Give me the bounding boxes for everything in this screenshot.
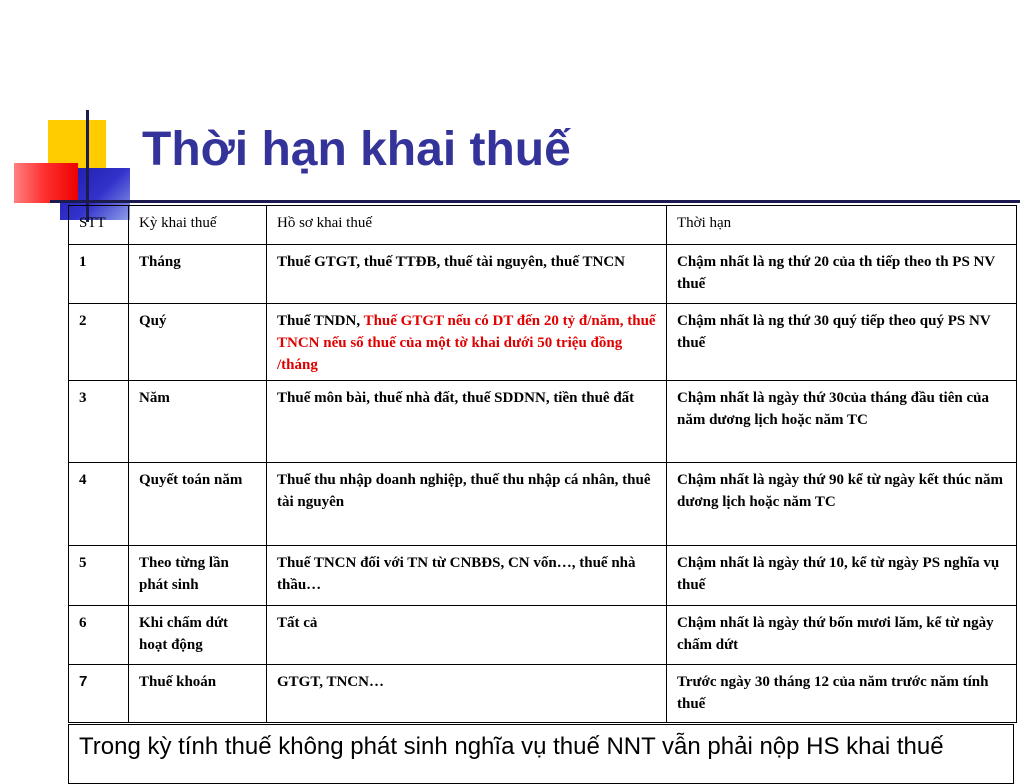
header-dossier: Hồ sơ khai thuế — [267, 206, 667, 245]
header-stt: STT — [69, 206, 129, 245]
table-row — [69, 606, 1017, 665]
table-row — [69, 546, 1017, 606]
row-dossier-text: Thuế TNDN, — [277, 313, 364, 329]
footnote-text: Trong kỳ tính thuế không phát sinh nghĩa vụ thuế NNT vẫn phải nộp HS khai thuế — [68, 724, 1014, 784]
table-row — [69, 665, 1017, 723]
row-dossier — [267, 304, 667, 381]
row-stt: 4 — [69, 463, 129, 546]
header-deadline: Thời hạn — [667, 206, 1017, 245]
header-period: Kỳ khai thuế — [129, 206, 267, 245]
table-row — [69, 463, 1017, 546]
table-row — [69, 245, 1017, 304]
row-stt: 1 — [69, 245, 129, 304]
slide-title: Thời hạn khai thuế — [142, 123, 571, 176]
tax-deadline-table — [68, 205, 1017, 723]
row-period: Tháng — [129, 245, 267, 304]
row-dossier: Thuế môn bài, thuế nhà đất, thuế SDDNN, tiền thuê đất — [267, 381, 667, 463]
row-stt: 2 — [69, 304, 129, 381]
row-stt: 6 — [69, 606, 129, 665]
row-dossier: Tất cả — [267, 606, 667, 665]
row-stt: 7 — [69, 665, 129, 723]
decor-horizontal-line — [50, 200, 1020, 203]
row-period: Thuế khoán — [129, 665, 267, 723]
row-dossier-highlight: Thuế GTGT nếu có DT đến 20 tỷ đ/năm, thuế TNCN nếu số thuế của một tờ khai dưới 50 triệu đồng /tháng — [277, 313, 656, 373]
row-period: Quý — [129, 304, 267, 381]
row-deadline: Chậm nhất là ngày thứ bốn mươi lăm, kể từ ngày chấm dứt — [667, 606, 1017, 665]
row-period: Quyết toán năm — [129, 463, 267, 546]
row-deadline: Trước ngày 30 tháng 12 của năm trước năm tính thuế — [667, 665, 1017, 723]
row-period: Theo từng lần phát sinh — [129, 546, 267, 606]
row-period: Năm — [129, 381, 267, 463]
row-deadline: Chậm nhất là ngày thứ 30của tháng đầu tiên của năm dương lịch hoặc năm TC — [667, 381, 1017, 463]
row-deadline: Chậm nhất là ngày thứ 90 kể từ ngày kết thúc năm dương lịch hoặc năm TC — [667, 463, 1017, 546]
row-stt: 3 — [69, 381, 129, 463]
row-dossier: Thuế GTGT, thuế TTĐB, thuế tài nguyên, thuế TNCN — [267, 245, 667, 304]
table-row — [69, 304, 1017, 381]
row-deadline: Chậm nhất là ngày thứ 10, kể từ ngày PS nghĩa vụ thuế — [667, 546, 1017, 606]
row-deadline: Chậm nhất là ng thứ 20 của th tiếp theo th PS NV thuế — [667, 245, 1017, 304]
row-dossier: GTGT, TNCN… — [267, 665, 667, 723]
table-header-row — [69, 206, 1017, 245]
row-stt: 5 — [69, 546, 129, 606]
decor-red-square — [14, 163, 78, 203]
row-dossier: Thuế TNCN đối với TN từ CNBĐS, CN vốn…, thuế nhà thầu… — [267, 546, 667, 606]
row-deadline: Chậm nhất là ng thứ 30 quý tiếp theo quý PS NV thuế — [667, 304, 1017, 381]
row-dossier: Thuế thu nhập doanh nghiệp, thuế thu nhập cá nhân, thuê tài nguyên — [267, 463, 667, 546]
table-row — [69, 381, 1017, 463]
row-period: Khi chấm dứt hoạt động — [129, 606, 267, 665]
